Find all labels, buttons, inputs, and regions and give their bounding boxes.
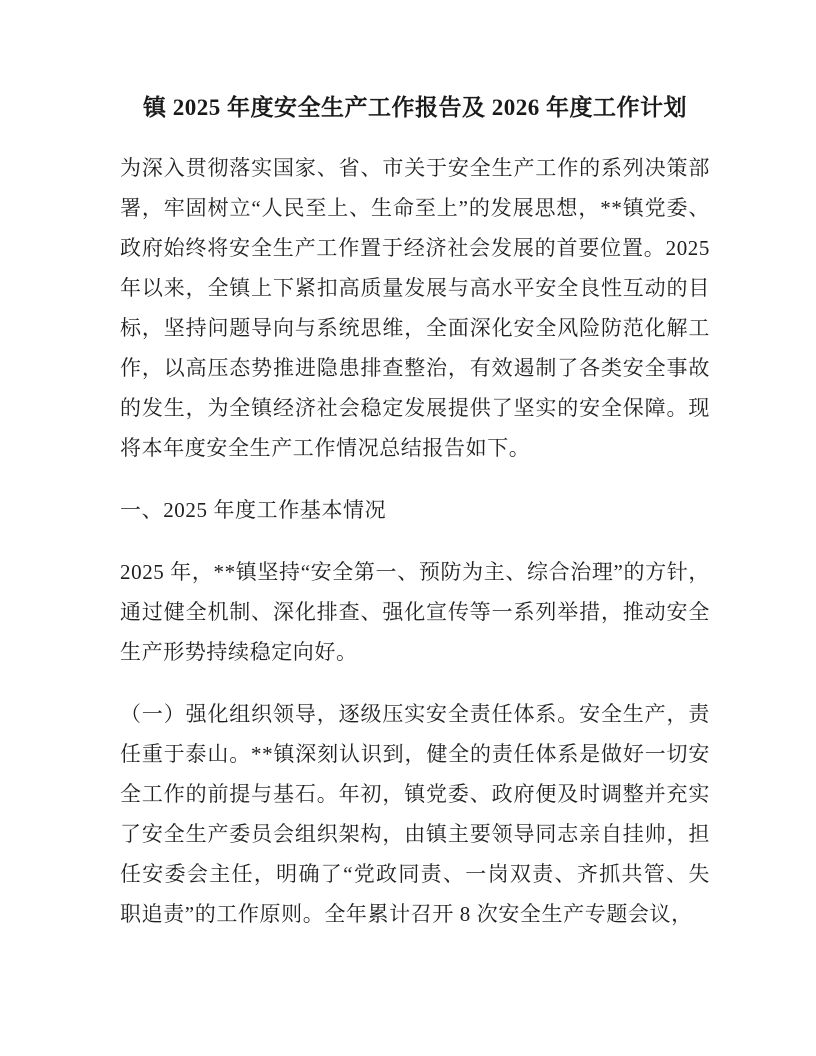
section-heading-1: 一、2025 年度工作基本情况 [120, 498, 387, 522]
paragraph-intro: 为深入贯彻落实国家、省、市关于安全生产工作的系列决策部署，牢固树立“人民至上、生命至上”的发展思想，**镇党委、政府始终将安全生产工作置于经济社会发展的首要位置。2025 年以来，全镇上下紧扣高质量发展与高水平安全良性互动的目标，坚持问题导向与系统思维，全面深化安全风险防范化解工作，以高压态势推进隐患排查整治，有效遏制了各类安全事故的发生，为全镇经济社会稳定发展提供了坚实的安全保障。现将本年度安全生产工作情况总结报告如下。 [120, 156, 710, 460]
paragraph-subsection-1: （一）强化组织领导，逐级压实安全责任体系。安全生产，责任重于泰山。**镇深刻认识到，健全的责任体系是做好一切安全工作的前提与基石。年初，镇党委、政府便及时调整并充实了安全生产委员会组织架构，由镇主要领导同志亲自挂帅，担任安委会主任，明确了“党政同责、一岗双责、齐抓共管、失职追责”的工作原则。全年累计召开 8 次安全生产专题会议， [120, 702, 710, 926]
document-title: 镇 2025 年度安全生产工作报告及 2026 年度工作计划 [143, 95, 687, 120]
paragraph-overview: 2025 年，**镇坚持“安全第一、预防为主、综合治理”的方针，通过健全机制、深化排查、强化宣传等一系列举措，推动安全生产形势持续稳定向好。 [120, 560, 710, 664]
